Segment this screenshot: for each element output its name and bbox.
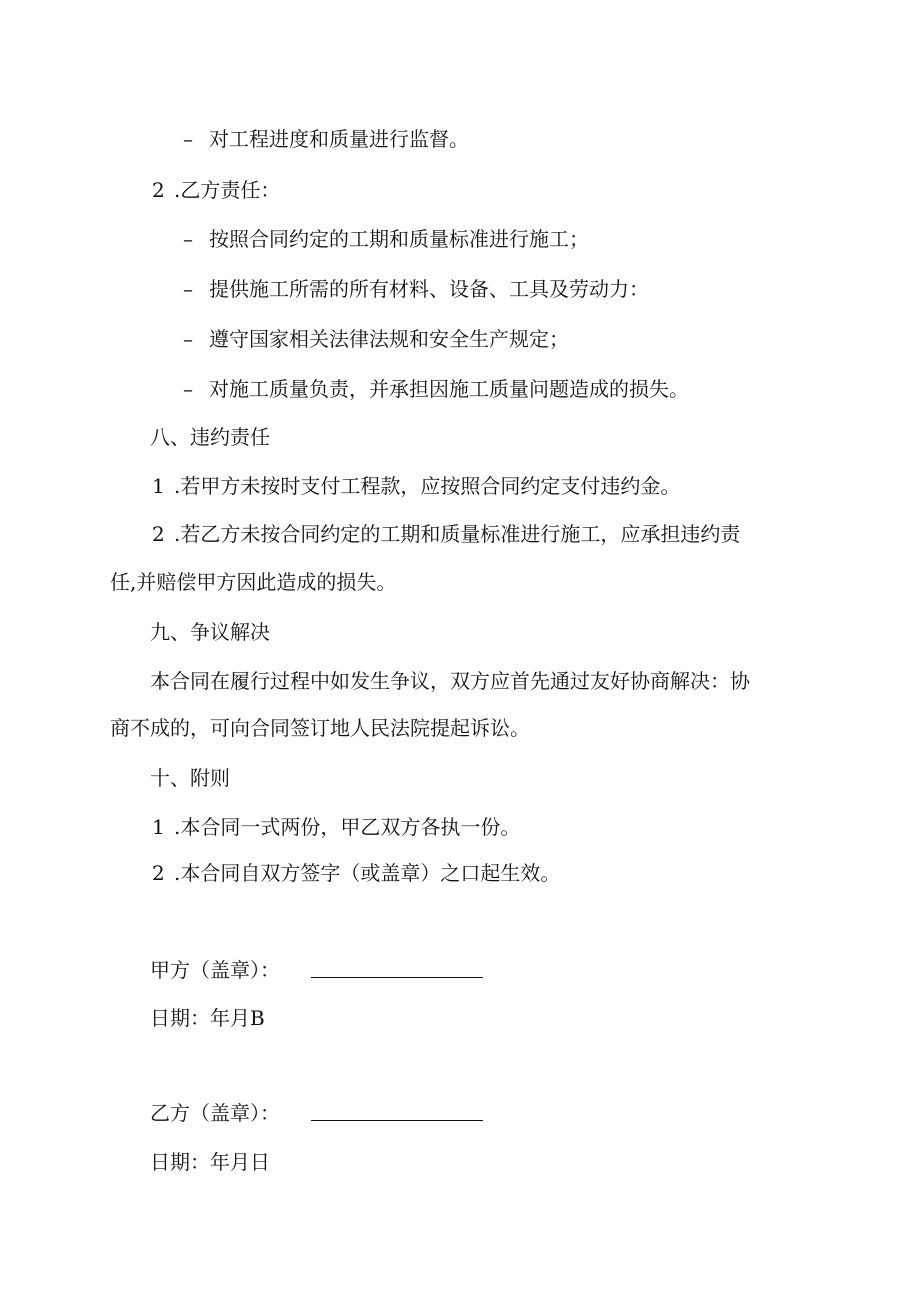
numbered-item: [152, 474, 680, 498]
item-text: .本合同一式两份，甲乙双方各执一份。: [174, 815, 521, 839]
bullet-item: [183, 127, 469, 151]
party-a-date: 日期：年月B: [150, 1006, 265, 1030]
item-text: .若乙方未按合同约定的工期和质量标准进行施工，应承担违约责: [174, 522, 741, 546]
section-heading-supplementary: 十、附则: [150, 766, 230, 790]
item-text: .若甲方未按时支付工程款，应按照合同约定支付违约金。: [174, 474, 681, 498]
bullet-dash: –: [183, 227, 193, 251]
bullet-item: [183, 327, 569, 351]
party-a-signature-line: [311, 977, 483, 978]
bullet-dash: –: [183, 277, 193, 301]
bullet-text: 对施工质量负责，并承担因施工质量问题造成的损失。: [209, 377, 689, 401]
item-number: 2: [152, 522, 165, 546]
item-text: .乙方责任：: [174, 178, 281, 202]
item-text: .本合同自双方签字（或盖章）之口起生效。: [174, 861, 561, 885]
bullet-item: [183, 377, 689, 401]
bullet-text: 按照合同约定的工期和质量标准进行施工；: [209, 227, 589, 251]
bullet-dash: –: [183, 127, 193, 151]
party-b-date: 日期：年月日: [150, 1150, 270, 1174]
section-heading-dispute: 九、争议解决: [150, 620, 270, 644]
party-b-signature-line: [311, 1120, 483, 1121]
numbered-item: [152, 861, 560, 885]
item-number: 2: [152, 861, 165, 885]
bullet-dash: –: [183, 377, 193, 401]
item-number: 1: [152, 815, 165, 839]
bullet-text: 遵守国家相关法律法规和安全生产规定；: [209, 327, 569, 351]
item-number: 1: [152, 474, 165, 498]
bullet-dash: –: [183, 327, 193, 351]
party-a-seal-label: 甲方（盖章）：: [150, 958, 280, 982]
item-number: 2: [152, 178, 165, 202]
bullet-text: 对工程进度和质量进行监督。: [209, 127, 469, 151]
paragraph-continuation: 商不成的，可向合同签订地人民法院提起诉讼。: [110, 716, 530, 740]
bullet-item: [183, 277, 649, 301]
numbered-item: [152, 522, 740, 546]
bullet-text: 提供施工所需的所有材料、设备、工具及劳动力：: [209, 277, 649, 301]
party-b-seal-label: 乙方（盖章）：: [150, 1101, 280, 1125]
numbered-item: [152, 178, 280, 202]
item-text-continuation: 任,并赔偿甲方因此造成的损失。: [110, 570, 397, 594]
numbered-item: [152, 815, 520, 839]
paragraph-text: 本合同在履行过程中如发生争议，双方应首先通过友好协商解决：协: [150, 669, 750, 693]
bullet-item: [183, 227, 589, 251]
section-heading-breach: 八、违约责任: [150, 425, 270, 449]
